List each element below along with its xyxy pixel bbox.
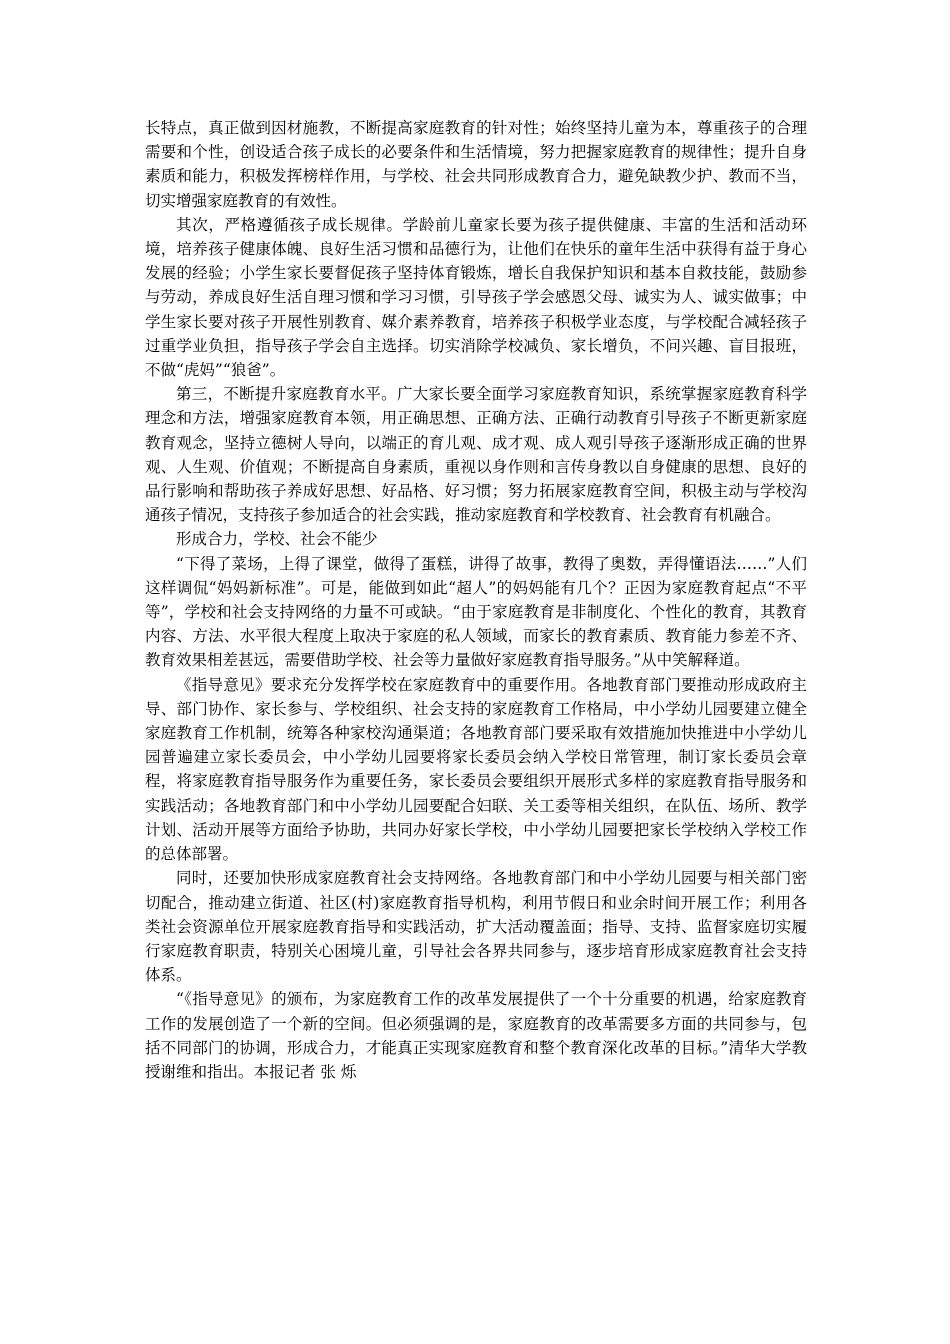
paragraph-5: 《指导意见》要求充分发挥学校在家庭教育中的重要作用。各地教育部门要推动形成政府主导、部门协作、家长参与、学校组织、社会支持的家庭教育工作格局，中小学幼儿园要建立健全家庭教育工作机制，统筹各种家校沟通渠道；各地教育部门要采取有效措施加快推进中小学幼儿园普遍建立家长委员会，中小学幼儿园要将家长委员会纳入学校日常管理，制订家长委员会章程，将家庭教育指导服务作为重要任务，家长委员会要组织开展形式多样的家庭教育指导服务和实践活动；各地教育部门和中小学幼儿园要配合妇联、关工委等相关组织，在队伍、场所、教学计划、活动开展等方面给予协助，共同办好家长学校，中小学幼儿园要把家长学校纳入学校工作的总体部署。 (145, 675, 807, 864)
paragraph-4: “下得了菜场，上得了课堂，做得了蛋糕，讲得了故事，教得了奥数，弄得懂语法……”人们这样调侃“妈妈新标准”。可是，能做到如此“超人”的妈妈能有几个？正因为家庭教育起点“不平等”，学校和社会支持网络的力量不可或缺。“由于家庭教育是非制度化、个性化的教育，其教育内容、方法、水平很大程度上取决于家庭的私人领域，而家长的教育素质、教育能力参差不齐、教育效果相差甚远，需要借助学校、社会等力量做好家庭教育指导服务。”从中笑解释道。 (145, 554, 807, 670)
paragraph-6: 同时，还要加快形成家庭教育社会支持网络。各地教育部门和中小学幼儿园要与相关部门密切配合，推动建立街道、社区(村)家庭教育指导机构，利用节假日和业余时间开展工作；利用各类社会资源单位开展家庭教育指导和实践活动，扩大活动覆盖面；指导、支持、监督家庭切实履行家庭教育职责，特别关心困境儿童，引导社会各界共同参与，逐步培育形成家庭教育社会支持体系。 (145, 869, 807, 985)
paragraph-1: 长特点，真正做到因材施教，不断提高家庭教育的针对性；始终坚持儿童为本，尊重孩子的合理需要和个性，创设适合孩子成长的必要条件和生活情境，努力把握家庭教育的规律性；提升自身素质和能力，积极发挥榜样作用，与学校、社会共同形成教育合力，避免缺教少护、教而不当，切实增强家庭教育的有效性。 (145, 119, 807, 210)
paragraph-3: 第三，不断提升家庭教育水平。广大家长要全面学习家庭教育知识，系统掌握家庭教育科学理念和方法，增强家庭教育本领，用正确思想、正确方法、正确行动教育引导孩子不断更新家庭教育观念，坚持立德树人导向，以端正的育儿观、成才观、成人观引导孩子逐渐形成正确的世界观、人生观、价值观；不断提高自身素质，重视以身作则和言传身教以自身健康的思想、良好的品行影响和帮助孩子养成好思想、好品格、好习惯；努力拓展家庭教育空间，积极主动与学校沟通孩子情况，支持孩子参加适合的社会实践，推动家庭教育和学校教育、社会教育有机融合。 (145, 385, 807, 525)
section-heading: 形成合力，学校、社会不能少 (176, 530, 378, 549)
article-body (145, 116, 807, 1084)
paragraph-2: 其次，严格遵循孩子成长规律。学龄前儿童家长要为孩子提供健康、丰富的生活和活动环境，培养孩子健康体魄、良好生活习惯和品德行为，让他们在快乐的童年生活中获得有益于身心发展的经验；小学生家长要督促孩子坚持体育锻炼，增长自我保护知识和基本自救技能，鼓励参与劳动，养成良好生活自理习惯和学习习惯，引导孩子学会感恩父母、诚实为人、诚实做事；中学生家长要对孩子开展性别教育、媒介素养教育，培养孩子积极学业态度，与学校配合减轻孩子过重学业负担，指导孩子学会自主选择。切实消除学校减负、家长增负，不问兴趣、盲目报班，不做“虎妈”“狼爸”。 (145, 215, 807, 380)
paragraph-7: “《指导意见》的颁布，为家庭教育工作的改革发展提供了一个十分重要的机遇，给家庭教育工作的发展创造了一个新的空间。但必须强调的是，家庭教育的改革需要多方面的共同参与，包括不同部门的协调，形成合力，才能真正实现家庭教育和整个教育深化改革的目标。”清华大学教授谢维和指出。本报记者 张 烁 (145, 990, 807, 1081)
